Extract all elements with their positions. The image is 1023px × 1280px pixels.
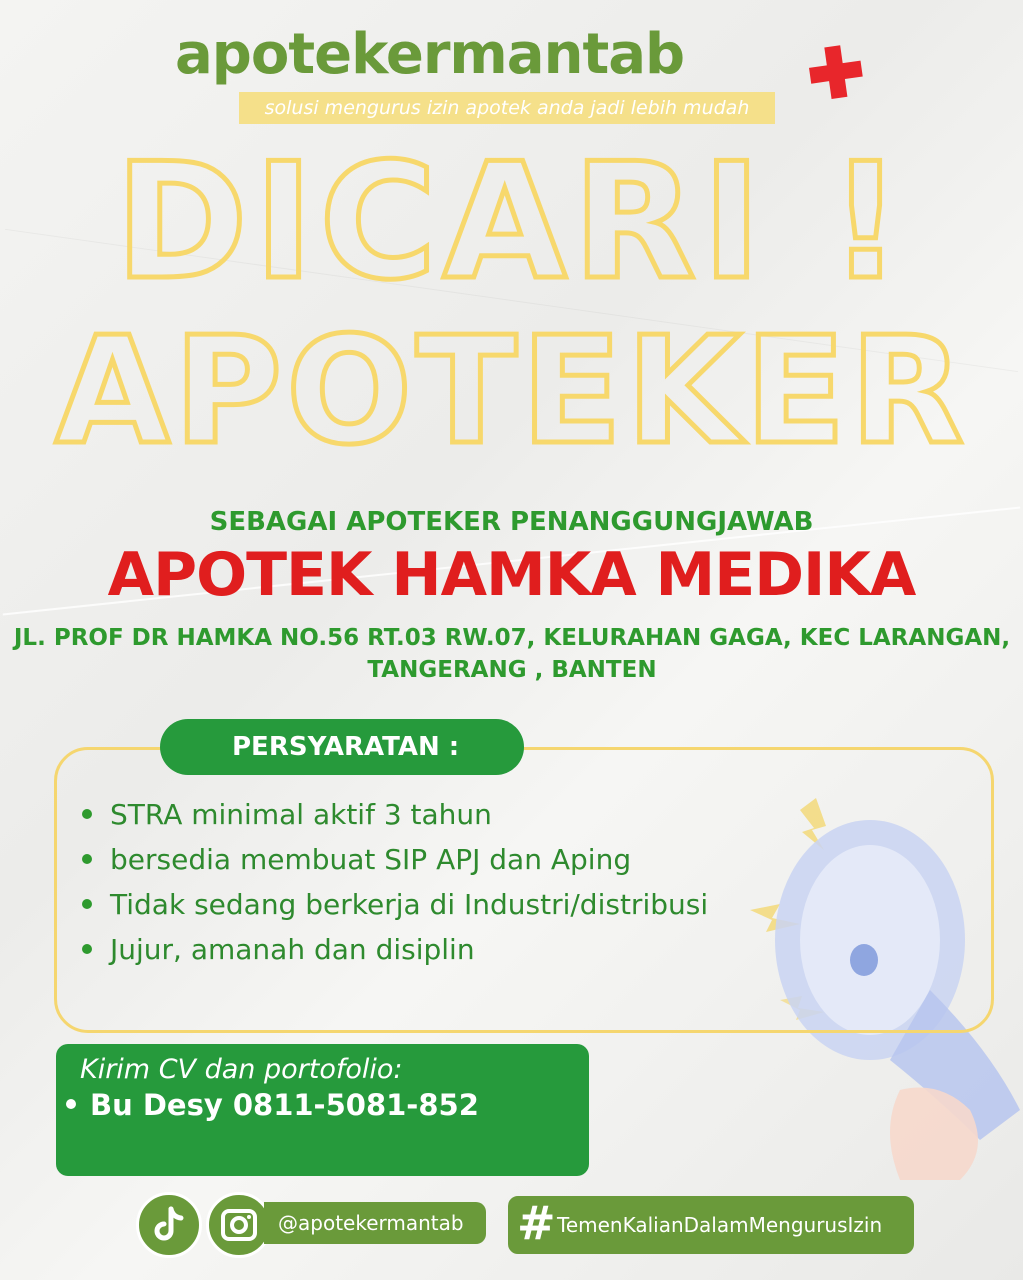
social-handle[interactable]: @apotekermantab bbox=[264, 1202, 486, 1244]
social-bar bbox=[136, 1192, 896, 1260]
requirements-title: PERSYARATAN : bbox=[160, 719, 524, 775]
contact-title: Kirim CV dan portofolio: bbox=[80, 1054, 403, 1085]
requirements-list bbox=[82, 792, 822, 972]
pharmacy-name: APOTEK HAMKA MEDIKA bbox=[107, 540, 916, 610]
headline-dicari: DICARI ! bbox=[115, 128, 908, 315]
list-item: STRA minimal aktif 3 tahun bbox=[82, 792, 822, 837]
address-line-1: JL. PROF DR HAMKA NO.56 RT.03 RW.07, KELURAHAN GAGA, KEC LARANGAN, bbox=[13, 625, 1011, 651]
contact-person bbox=[66, 1088, 479, 1122]
position-subtitle: SEBAGAI APOTEKER PENANGGUNGJAWAB bbox=[209, 507, 814, 537]
bullet-icon bbox=[66, 1099, 76, 1109]
list-item: Tidak sedang berkerja di Industri/distribusi bbox=[82, 882, 822, 927]
hashtag-badge bbox=[508, 1196, 914, 1254]
contact-panel bbox=[56, 1044, 589, 1176]
contact-person-text: Bu Desy 0811-5081-852 bbox=[90, 1088, 479, 1122]
instagram-glyph bbox=[209, 1195, 269, 1255]
brand-header bbox=[0, 22, 1023, 92]
medical-cross-icon bbox=[806, 42, 868, 104]
headline-apoteker: APOTEKER bbox=[55, 305, 968, 477]
pharmacy-address bbox=[12, 622, 1012, 686]
address-line-2: TANGERANG , BANTEN bbox=[367, 657, 657, 683]
hashtag-icon: # bbox=[517, 1196, 556, 1250]
instagram-icon[interactable] bbox=[206, 1192, 272, 1258]
tiktok-icon[interactable] bbox=[136, 1192, 202, 1258]
tiktok-glyph bbox=[139, 1195, 199, 1255]
brand-name: apotekermantab bbox=[175, 22, 685, 87]
hashtag-text: TemenKalianDalamMengurusIzin bbox=[557, 1213, 883, 1237]
brand-tagline: solusi mengurus izin apotek anda jadi lebih mudah bbox=[239, 92, 775, 124]
list-item: Jujur, amanah dan disiplin bbox=[82, 927, 822, 972]
list-item: bersedia membuat SIP APJ dan Aping bbox=[82, 837, 822, 882]
